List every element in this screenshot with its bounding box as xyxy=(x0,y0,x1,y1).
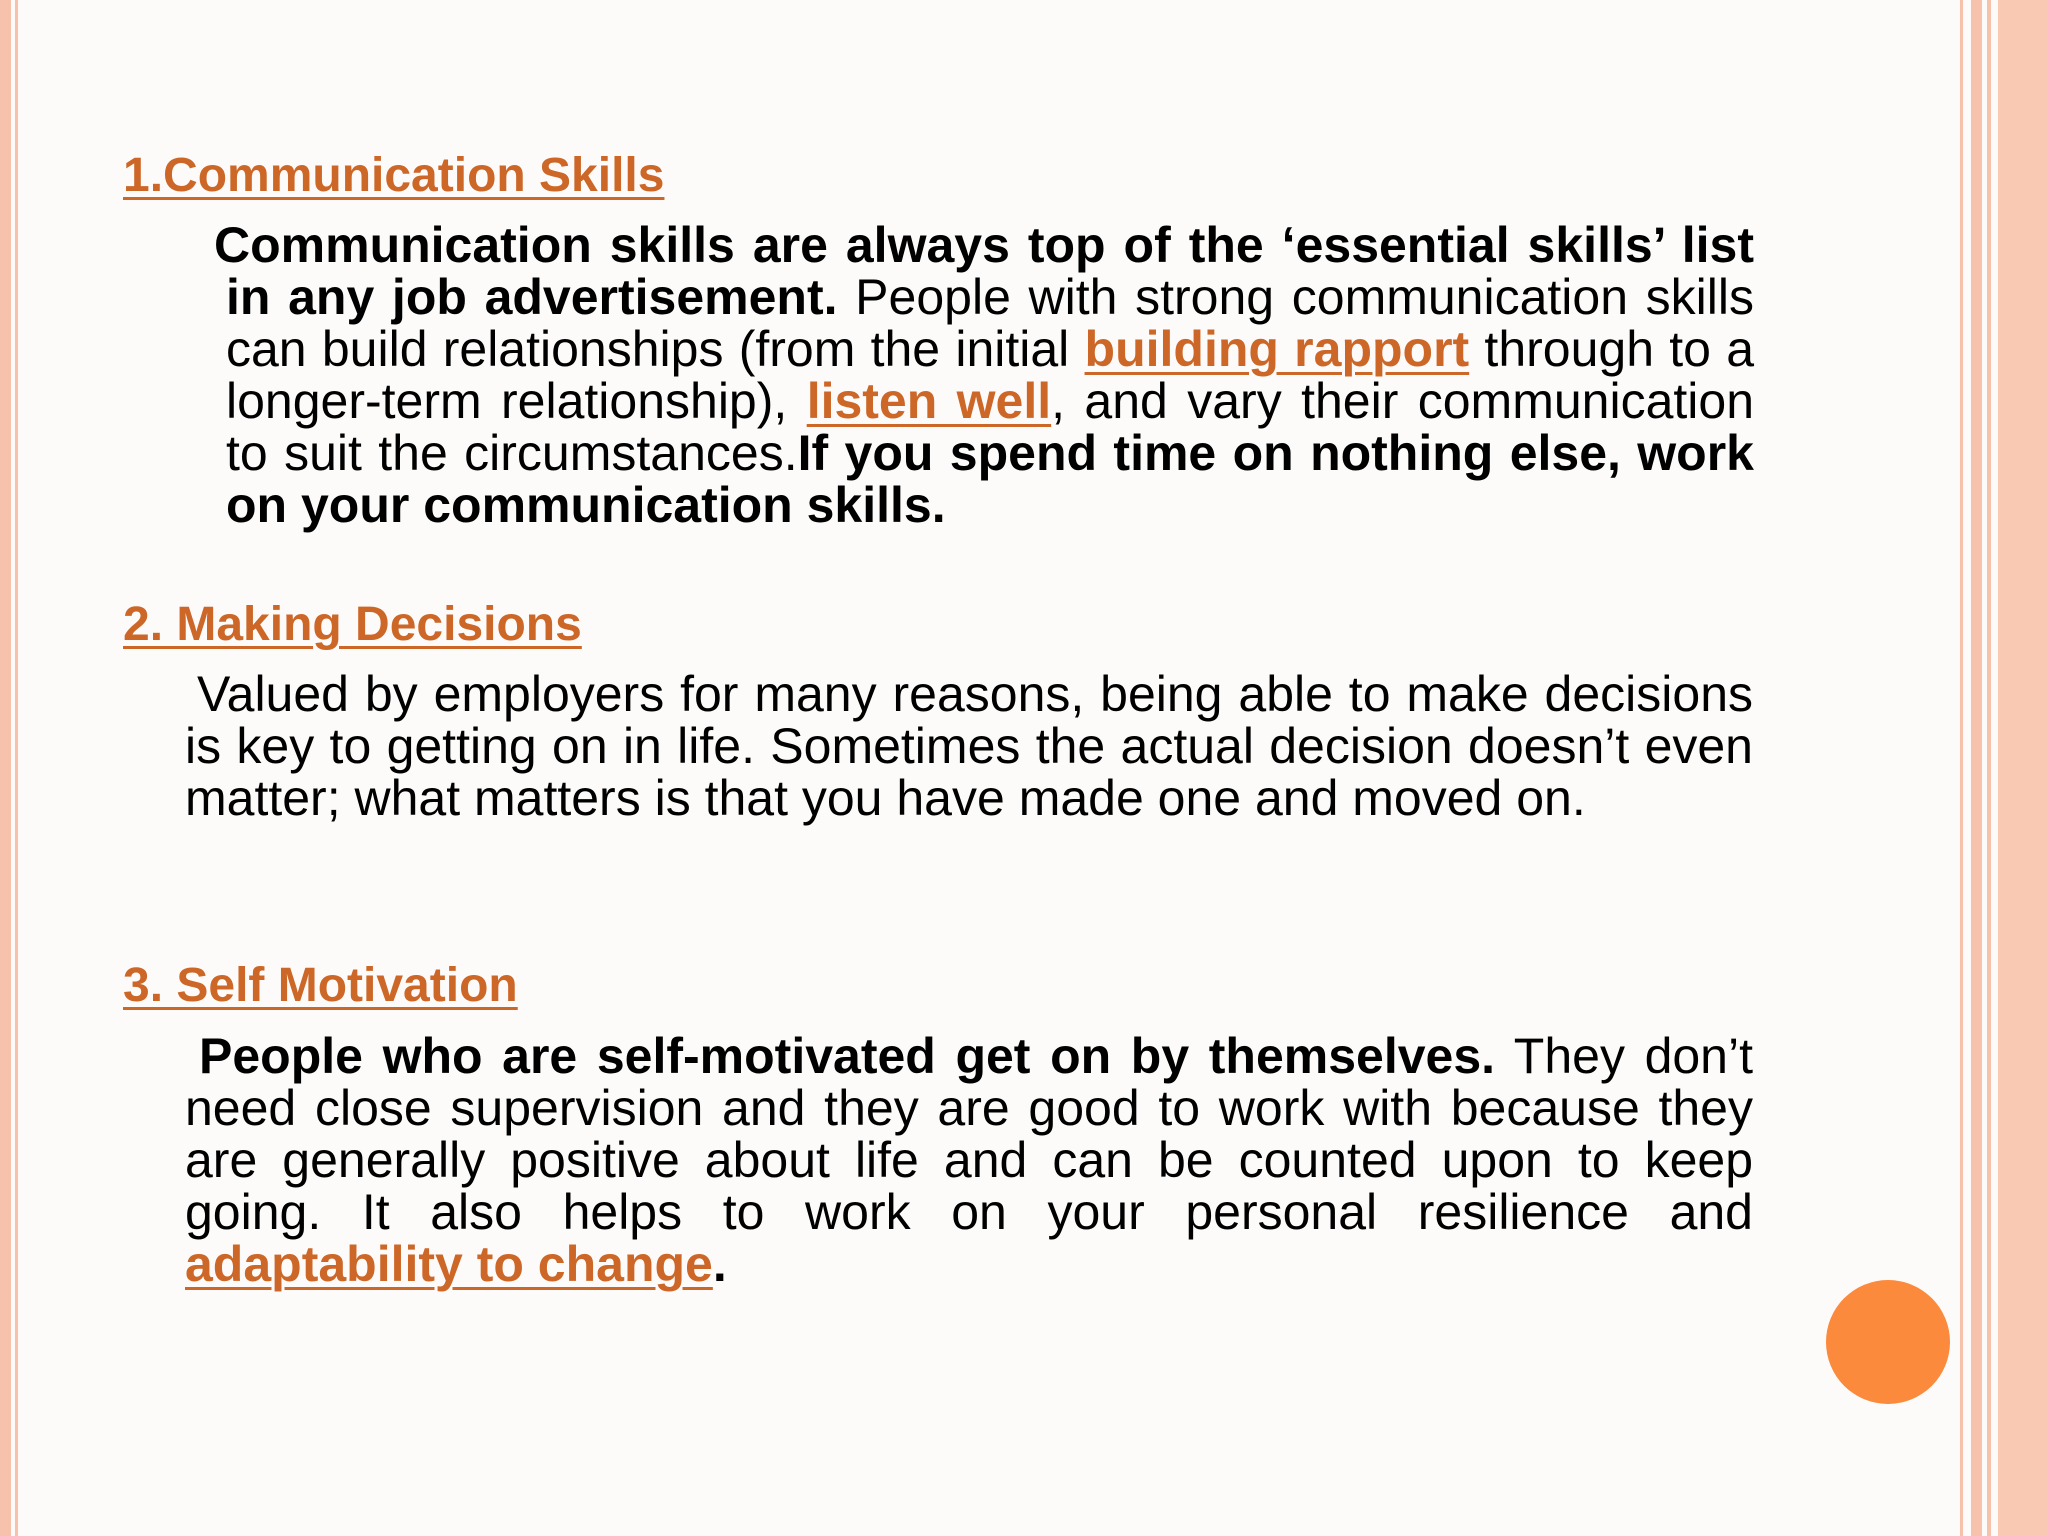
link-building-rapport[interactable]: building rapport xyxy=(1084,321,1470,377)
slide-border-left-line xyxy=(15,0,18,1536)
section-body-self-motivation xyxy=(185,1030,1753,1290)
slide-border-right-line xyxy=(1960,0,1963,1536)
self-motivation-bold-intro: People who are self-motivated get on by themselves. xyxy=(199,1028,1496,1084)
communication-text-1: People with strong communication skills can build relationships (from the initial xyxy=(226,269,1755,377)
section-body-communication-skills xyxy=(214,217,1755,533)
accent-circle xyxy=(1826,1280,1950,1404)
communication-text-3: , and vary their communication to suit the circumstances. xyxy=(226,373,1755,481)
communication-bold-outro: If you spend time on nothing else, work on your communication skills. xyxy=(226,425,1754,533)
link-listen-well[interactable]: listen well xyxy=(806,373,1052,429)
slide-border-right-inner xyxy=(1987,0,1991,1536)
section-heading-communication-skills: 1.Communication Skills xyxy=(123,149,665,202)
self-motivation-text-end: . xyxy=(712,1236,727,1292)
slide-border-right-outer xyxy=(1998,0,2048,1536)
slide-border-left xyxy=(0,0,11,1536)
section-heading-making-decisions: 2. Making Decisions xyxy=(123,598,582,651)
communication-bold-intro: Communication skills are always top of the ‘essential skills’ list in any job advertisement. xyxy=(214,217,1754,325)
self-motivation-text-1: They don’t need close supervision and they are good to work with because they are generally positive about life and can be counted upon to keep going. It also helps to work on your personal resilience and xyxy=(185,1028,1753,1240)
section-heading-self-motivation: 3. Self Motivation xyxy=(123,959,518,1012)
communication-text-2: through to a longer-term relationship), xyxy=(226,321,1755,429)
section-body-making-decisions: Valued by employers for many reasons, being able to make decisions is key to getting on in life. Sometimes the actual decision doesn’t even matter; what matters is that you have made one and moved on. xyxy=(185,666,1753,826)
slide-border-right xyxy=(1971,0,1982,1536)
link-adaptability-to-change[interactable]: adaptability to change xyxy=(185,1236,713,1292)
